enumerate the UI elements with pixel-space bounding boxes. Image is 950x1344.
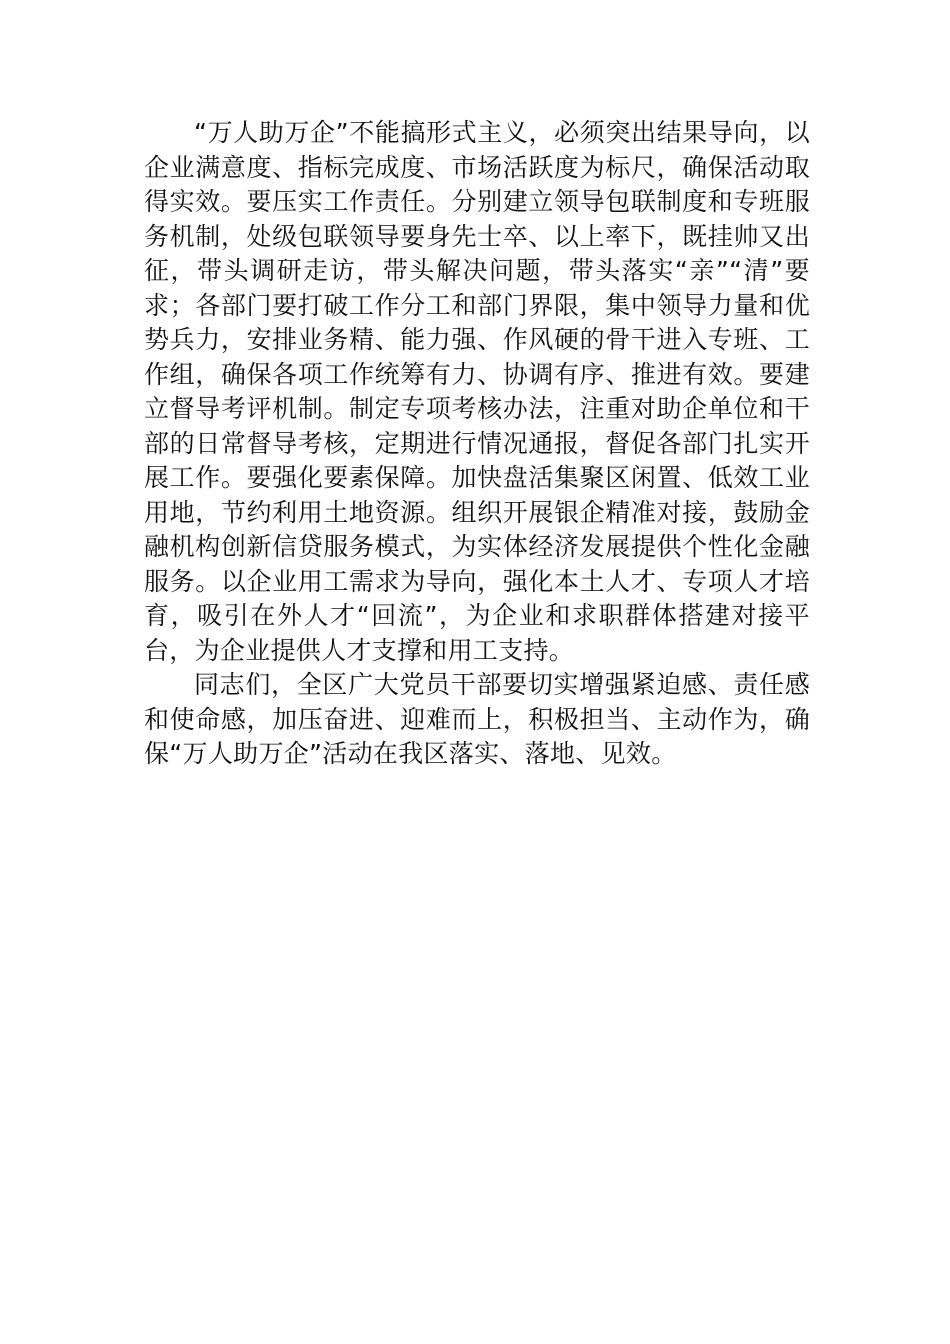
- document-body: [144, 116, 810, 772]
- paragraph-1: “万人助万企”不能搞形式主义，必须突出结果导向，以企业满意度、指标完成度、市场活跃度为标尺，确保活动取得实效。要压实工作责任。分别建立领导包联制度和专班服务机制，处级包联领导要身先士卒、以上率下，既挂帅又出征，带头调研走访，带头解决问题，带头落实“亲”“清”要求；各部门要打破工作分工和部门界限，集中领导力量和优势兵力，安排业务精、能力强、作风硬的骨干进入专班、工作组，确保各项工作统筹有力、协调有序、推进有效。要建立督导考评机制。制定专项考核办法，注重对助企单位和干部的日常督导考核，定期进行情况通报，督促各部门扎实开展工作。要强化要素保障。加快盘活集聚区闲置、低效工业用地，节约利用土地资源。组织开展银企精准对接，鼓励金融机构创新信贷服务模式，为实体经济发展提供个性化金融服务。以企业用工需求为导向，强化本土人才、专项人才培育，吸引在外人才“回流”，为企业和求职群体搭建对接平台，为企业提供人才支撑和用工支持。: [144, 118, 810, 665]
- paragraph-2: 同志们，全区广大党员干部要切实增强紧迫感、责任感和使命感，加压奋进、迎难而上，积极担当、主动作为，确保“万人助万企”活动在我区落实、落地、见效。: [144, 670, 810, 768]
